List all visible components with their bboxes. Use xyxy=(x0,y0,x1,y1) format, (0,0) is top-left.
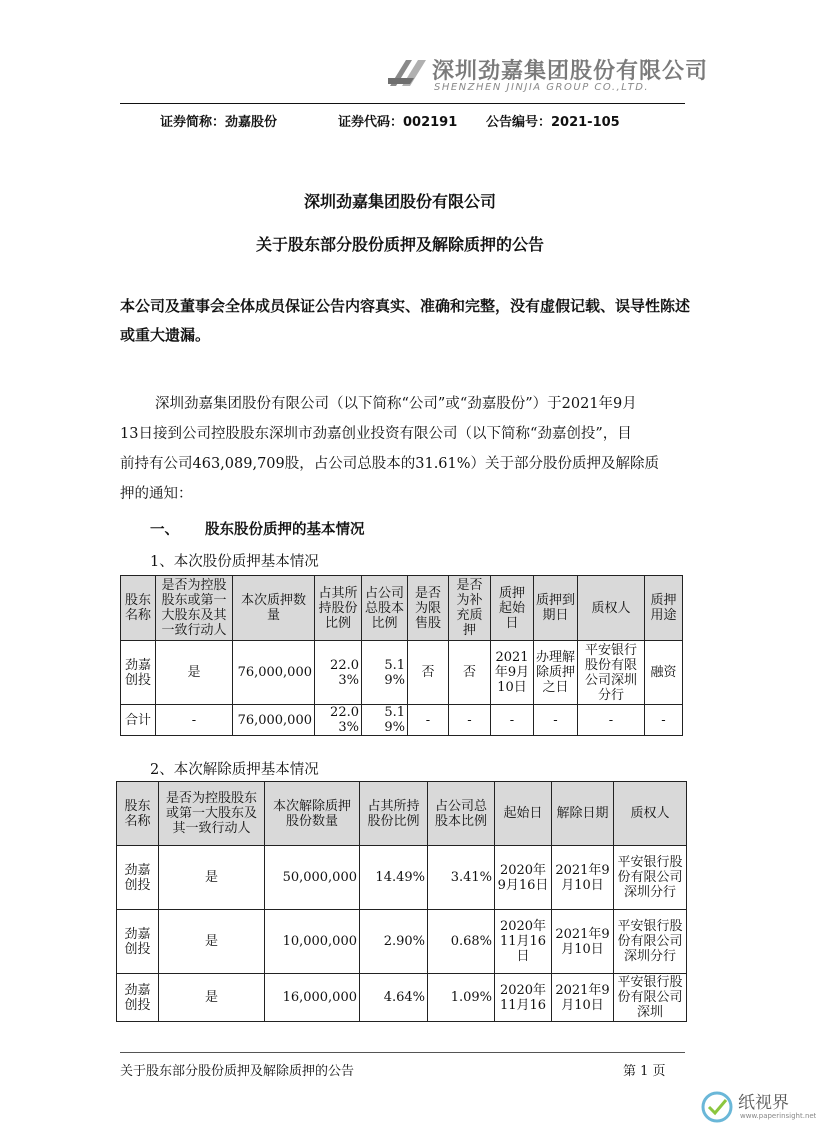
pledge-header-cell: 质押用途 xyxy=(645,576,683,641)
release-cell: 平安银行股份有限公司深圳分行 xyxy=(614,910,687,974)
pledge-cell: 否 xyxy=(449,641,491,705)
pledge-cell: 22.03% xyxy=(315,705,362,736)
watermark-logo-icon xyxy=(700,1090,734,1124)
watermark xyxy=(700,1088,816,1128)
company-logo-icon xyxy=(388,56,428,90)
release-cell: 14.49% xyxy=(360,846,428,910)
release-table-header-row xyxy=(117,782,687,846)
release-header-cell: 股东名称 xyxy=(117,782,159,846)
footer-title: 关于股东部分股份质押及解除质押的公告 xyxy=(120,1064,355,1079)
table-row xyxy=(121,641,683,705)
section-1-heading: 股东股份质押的基本情况 xyxy=(205,522,365,538)
pledge-cell: 76,000,000 xyxy=(233,705,315,736)
table-row xyxy=(117,846,687,910)
logo-company-cn: 深圳劲嘉集团股份有限公司 xyxy=(432,59,709,84)
release-header-cell: 是否为控股股东或第一大股东及其一致行动人 xyxy=(159,782,265,846)
company-logo xyxy=(388,54,709,102)
intro-line-1: 深圳劲嘉集团股份有限公司（以下简称“公司”或“劲嘉股份”）于2021年9月 xyxy=(155,396,637,412)
release-cell: 4.64% xyxy=(360,974,428,1022)
release-header-cell: 质权人 xyxy=(614,782,687,846)
pledge-table xyxy=(120,575,683,736)
release-cell: 劲嘉创投 xyxy=(117,974,159,1022)
board-declaration: 本公司及董事会全体成员保证公告内容真实、准确和完整，没有虚假记载、误导性陈述或重大遗漏。 xyxy=(120,297,691,344)
release-cell: 2.90% xyxy=(360,910,428,974)
release-header-cell: 起始日 xyxy=(495,782,552,846)
pledge-header-cell: 本次质押数量 xyxy=(233,576,315,641)
release-cell: 2021年9月10日 xyxy=(552,846,614,910)
section-1-number: 一、 xyxy=(150,522,179,538)
release-header-cell: 占公司总股本比例 xyxy=(428,782,495,846)
pledge-header-cell: 质押起始日 xyxy=(491,576,534,641)
pledge-cell: 否 xyxy=(408,641,449,705)
subsection-2-heading: 2、本次解除质押基本情况 xyxy=(150,762,319,778)
release-cell: 16,000,000 xyxy=(265,974,360,1022)
release-header-cell: 占其所持股份比例 xyxy=(360,782,428,846)
intro-line-3: 前持有公司463,089,709股，占公司总股本的31.61%）关于部分股份质押及解除质 xyxy=(120,456,660,472)
release-cell: 10,000,000 xyxy=(265,910,360,974)
release-cell: 平安银行股份有限公司深圳分行 xyxy=(614,846,687,910)
release-cell: 2020年9月16日 xyxy=(495,846,552,910)
release-cell: 是 xyxy=(159,974,265,1022)
pledge-cell: - xyxy=(578,705,645,736)
pledge-cell: 办理解除质押之日 xyxy=(534,641,578,705)
pledge-header-cell: 是否为补充质押 xyxy=(449,576,491,641)
pledge-header-cell: 占其所持股份比例 xyxy=(315,576,362,641)
pledge-cell: 5.19% xyxy=(362,705,408,736)
subsection-1-heading: 1、本次股份质押基本情况 xyxy=(150,554,319,570)
table-row xyxy=(121,705,683,736)
release-cell: 50,000,000 xyxy=(265,846,360,910)
release-cell: 是 xyxy=(159,846,265,910)
pledge-cell: 融资 xyxy=(645,641,683,705)
page-number: 第 1 页 xyxy=(623,1064,666,1079)
pledge-header-cell: 是否为限售股 xyxy=(408,576,449,641)
document-title-subject: 关于股东部分股份质押及解除质押的公告 xyxy=(255,235,544,254)
pledge-table-header-row xyxy=(121,576,683,641)
header-rule xyxy=(120,103,685,104)
intro-line-4: 押的通知： xyxy=(120,486,193,502)
stock-code: 证券代码：002191 xyxy=(338,115,458,130)
pledge-cell: 5.19% xyxy=(362,641,408,705)
pledge-cell: - xyxy=(449,705,491,736)
release-cell: 1.09% xyxy=(428,974,495,1022)
pledge-cell: - xyxy=(534,705,578,736)
pledge-header-cell: 股东名称 xyxy=(121,576,156,641)
release-cell: 2021年9月10日 xyxy=(552,974,614,1022)
release-cell: 平安银行股份有限公司深圳 xyxy=(614,974,687,1022)
pledge-cell: - xyxy=(156,705,233,736)
release-cell: 劲嘉创投 xyxy=(117,846,159,910)
release-cell: 是 xyxy=(159,910,265,974)
release-cell: 2021年9月10日 xyxy=(552,910,614,974)
release-cell: 3.41% xyxy=(428,846,495,910)
release-header-cell: 解除日期 xyxy=(552,782,614,846)
release-table xyxy=(116,781,687,1022)
pledge-cell: 劲嘉创投 xyxy=(121,641,156,705)
pledge-header-cell: 质权人 xyxy=(578,576,645,641)
table-row xyxy=(117,910,687,974)
pledge-header-cell: 质押到期日 xyxy=(534,576,578,641)
pledge-header-cell: 占公司总股本比例 xyxy=(362,576,408,641)
pledge-cell: 76,000,000 xyxy=(233,641,315,705)
table-row xyxy=(117,974,687,1022)
watermark-url: www.paperinsight.net xyxy=(740,1112,816,1120)
release-cell: 0.68% xyxy=(428,910,495,974)
release-cell: 劲嘉创投 xyxy=(117,910,159,974)
pledge-cell: - xyxy=(645,705,683,736)
stock-abbr: 证券简称：劲嘉股份 xyxy=(160,115,278,130)
footer-rule xyxy=(120,1052,685,1053)
notice-number: 公告编号：2021-105 xyxy=(486,115,620,130)
intro-line-2: 13日接到公司控股股东深圳市劲嘉创业投资有限公司（以下简称“劲嘉创投”，目 xyxy=(120,426,632,442)
pledge-cell: - xyxy=(408,705,449,736)
logo-company-en: SHENZHEN JINJIA GROUP CO.,LTD. xyxy=(434,82,650,93)
document-title-company: 深圳劲嘉集团股份有限公司 xyxy=(303,192,496,211)
release-header-cell: 本次解除质押股份数量 xyxy=(265,782,360,846)
pledge-cell: 22.03% xyxy=(315,641,362,705)
pledge-cell: 2021年9月10日 xyxy=(491,641,534,705)
pledge-cell: 平安银行股份有限公司深圳分行 xyxy=(578,641,645,705)
pledge-cell: - xyxy=(491,705,534,736)
release-cell: 2020年11月16 xyxy=(495,974,552,1022)
pledge-cell: 合计 xyxy=(121,705,156,736)
pledge-header-cell: 是否为控股股东或第一大股东及其一致行动人 xyxy=(156,576,233,641)
release-cell: 2020年11月16日 xyxy=(495,910,552,974)
pledge-cell: 是 xyxy=(156,641,233,705)
watermark-text: 纸视界 xyxy=(738,1093,789,1113)
